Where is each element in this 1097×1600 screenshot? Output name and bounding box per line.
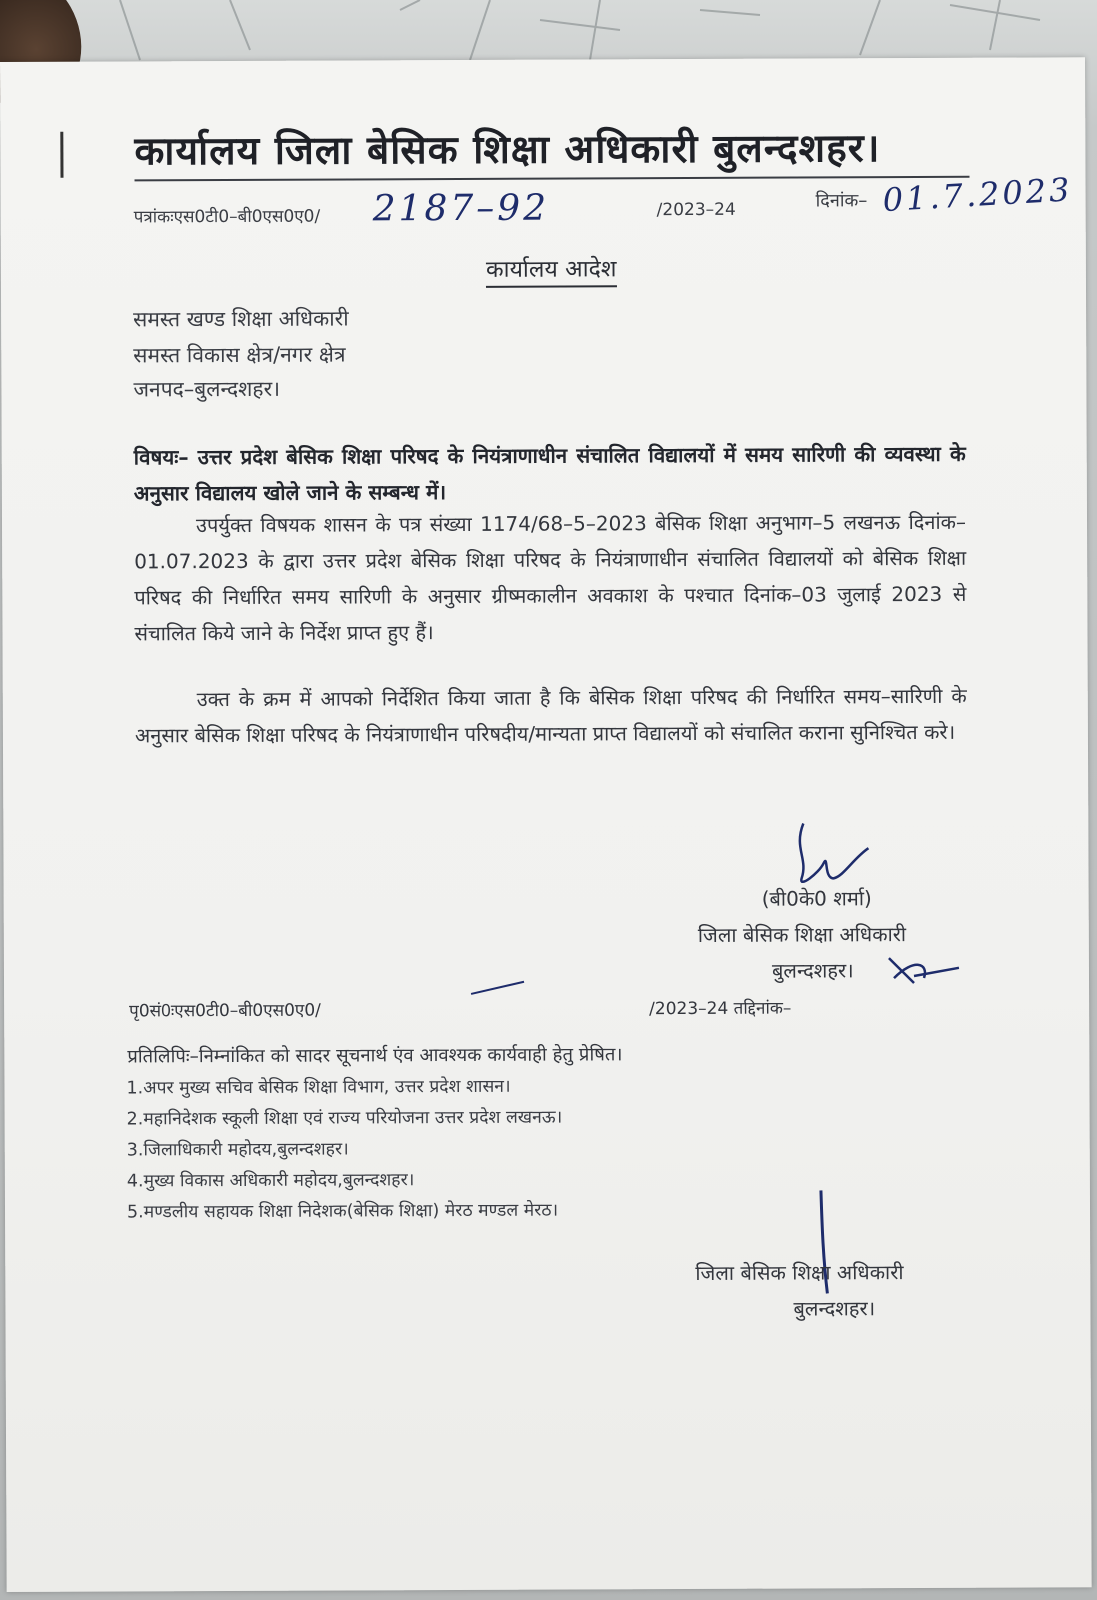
footer-signatory-place: बुलन्दशहर।: [793, 1296, 876, 1321]
title-underline: [135, 176, 970, 182]
copy-to-item: 3.जिलाधिकारी महोदय,बुलन्दशहर।: [126, 1139, 349, 1161]
addressee-line: समस्त विकास क्षेत्र/नगर क्षेत्र: [133, 342, 346, 368]
office-title: कार्यालय जिला बेसिक शिक्षा अधिकारी बुलन्दशहर।: [134, 126, 881, 175]
addressee-line: समस्त खण्ड शिक्षा अधिकारी: [133, 306, 349, 332]
signatory-name: (बी0के0 शर्मा): [761, 886, 872, 911]
copy-to-item: 5.मण्डलीय सहायक शिक्षा निदेशक(बेसिक शिक्षा) मेरठ मण्डल मेरठ।: [126, 1200, 559, 1223]
signatory-designation: जिला बेसिक शिक्षा अधिकारी: [697, 922, 907, 947]
signatory-place: बुलन्दशहर।: [771, 958, 854, 983]
date-label: दिनांक–: [815, 190, 868, 212]
endorsement-reference: पृ0सं0ःएस0टी0–बी0एस0ए0/: [129, 1000, 321, 1022]
handwritten-date: 01.7.2023: [881, 170, 1074, 220]
body-paragraph: उपर्युक्त विषयक शासन के पत्र संख्या 1174/68–5–2023 बेसिक शिक्षा अनुभाग–5 लखनऊ दिनांक–01.07.2023 के द्वारा उत्तर प्रदेश बेसिक शिक्षा परिषद के नियंत्राणाधीन संचालित विद्यालयों को बेसिक शिक्षा परिषद की निर्धारित समय सारिणी के अनुसार ग्रीष्मकालीन अवकाश के पश्चात दिनांक–03 जुलाई 2023 से संचालित किये जाने के निर्देश प्राप्त हुए हैं।: [134, 509, 967, 646]
subject: विषयः– उत्तर प्रदेश बेसिक शिक्षा परिषद के नियंत्राणाधीन संचालित विद्यालयों में समय सारिणी की व्यवस्था के अनुसार विद्यालय खोले जाने के सम्बन्ध में।: [133, 441, 966, 506]
reference-label: पत्रांकःएस0टी0–बी0एस0ए0/: [133, 206, 321, 228]
copy-to-item: 4.मुख्य विकास अधिकारी महोदय,बुलन्दशहर।: [126, 1170, 415, 1192]
copy-to-item: 1.अपर मुख्य सचिव बेसिक शिक्षा विभाग, उत्तर प्रदेश शासन।: [126, 1076, 511, 1099]
body-paragraph: उक्त के क्रम में आपको निर्देशित किया जाता है कि बेसिक शिक्षा परिषद की निर्धारित समय–सारिणी के अनुसार बेसिक शिक्षा परिषद के नियंत्राणाधीन परिषदीय/मान्यता प्राप्त विद्यालयों को संचालित कराना सुनिश्चित करे।: [134, 683, 967, 748]
order-title: कार्यालय आदेश: [486, 251, 617, 288]
document-page: [0, 57, 1092, 1592]
handwritten-reference-number: 2187–92: [372, 187, 550, 230]
margin-pen-mark: [60, 132, 63, 178]
addressee-line: जनपद–बुलन्दशहर।: [133, 376, 281, 402]
copy-to-intro: प्रतिलिपिः–निम्नांकित को सादर सूचनार्थ एंव आवश्यक कार्यवाही हेतु प्रेषित।: [127, 1044, 623, 1068]
copy-to-item: 2.महानिदेशक स्कूली शिक्षा एवं राज्य परियोजना उत्तर प्रदेश लखनऊ।: [126, 1107, 563, 1130]
reference-year: /2023–24: [656, 199, 736, 221]
endorsement-year-date: /2023–24 तद्दिनांक–: [649, 998, 792, 1020]
footer-signatory-designation: जिला बेसिक शिक्षा अधिकारी: [695, 1260, 904, 1285]
